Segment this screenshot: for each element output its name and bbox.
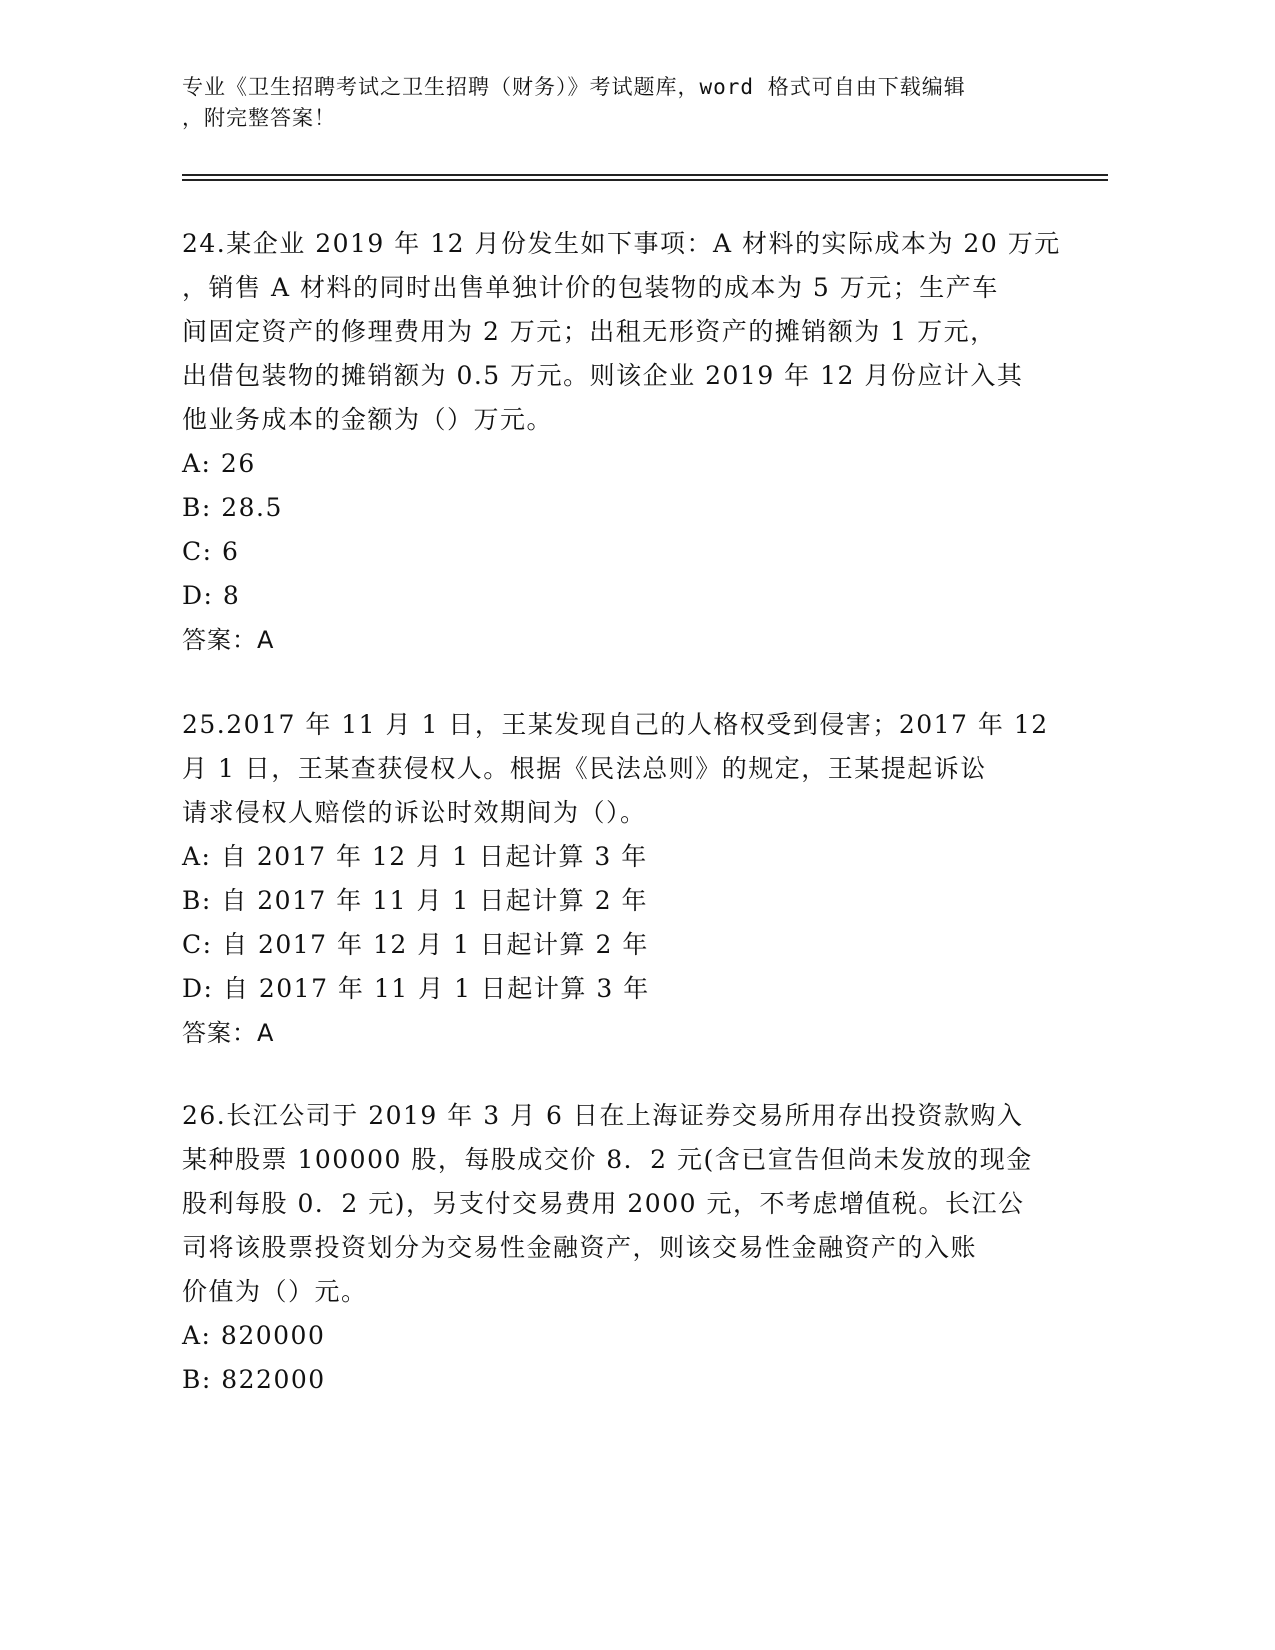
- option-a: A: 26: [182, 449, 256, 478]
- option-c: C: 自 2017 年 12 月 1 日起计算 2 年: [182, 930, 649, 959]
- header-line-2: ，附完整答案！: [182, 106, 336, 130]
- option-b: B: 28.5: [182, 493, 283, 522]
- question-line: 间固定资产的修理费用为 2 万元；出租无形资产的摊销额为 1 万元，: [182, 317, 997, 346]
- question-line: 请求侵权人赔偿的诉讼时效期间为（）。: [182, 798, 647, 827]
- header-divider-top: [182, 174, 1108, 176]
- option-a: A: 自 2017 年 12 月 1 日起计算 3 年: [182, 842, 648, 871]
- question-line: 出借包装物的摊销额为 0.5 万元。则该企业 2019 年 12 月份应计入其: [182, 361, 1024, 390]
- option-c: C: 6: [182, 537, 240, 566]
- question-24: [182, 222, 1062, 662]
- question-line: 月 1 日，王某查获侵权人。根据《民法总则》的规定，王某提起诉讼: [182, 754, 987, 783]
- question-line: 25.2017 年 11 月 1 日，王某发现自己的人格权受到侵害；2017 年 12: [182, 710, 1049, 739]
- option-b: B: 822000: [182, 1365, 326, 1394]
- option-b: B: 自 2017 年 11 月 1 日起计算 2 年: [182, 886, 649, 915]
- question-line: 他业务成本的金额为（）万元。: [182, 405, 554, 434]
- header-divider-bottom: [182, 179, 1108, 181]
- question-line: 26.长江公司于 2019 年 3 月 6 日在上海证券交易所用存出投资款购入: [182, 1101, 1024, 1130]
- question-26: [182, 1094, 1062, 1402]
- question-line: 价值为（）元。: [182, 1277, 368, 1306]
- question-line: 24.某企业 2019 年 12 月份发生如下事项：A 材料的实际成本为 20 万元: [182, 229, 1061, 258]
- answer: 答案：A: [182, 626, 275, 654]
- option-a: A: 820000: [182, 1321, 326, 1350]
- question-25: [182, 703, 1062, 1055]
- option-d: D: 8: [182, 581, 241, 610]
- question-line: 股利每股 0．2 元)，另支付交易费用 2000 元，不考虑增值税。长江公: [182, 1189, 1025, 1218]
- document-header: [182, 72, 1062, 134]
- answer: 答案：A: [182, 1019, 275, 1047]
- header-line-1: 专业《卫生招聘考试之卫生招聘（财务）》考试题库，word 格式可自由下载编辑: [182, 75, 966, 99]
- question-line: 某种股票 100000 股，每股成交价 8．2 元(含已宣告但尚未发放的现金: [182, 1145, 1033, 1174]
- option-d: D: 自 2017 年 11 月 1 日起计算 3 年: [182, 974, 650, 1003]
- question-line: ，销售 A 材料的同时出售单独计价的包装物的成本为 5 万元；生产车: [182, 273, 999, 302]
- question-line: 司将该股票投资划分为交易性金融资产，则该交易性金融资产的入账: [182, 1233, 978, 1262]
